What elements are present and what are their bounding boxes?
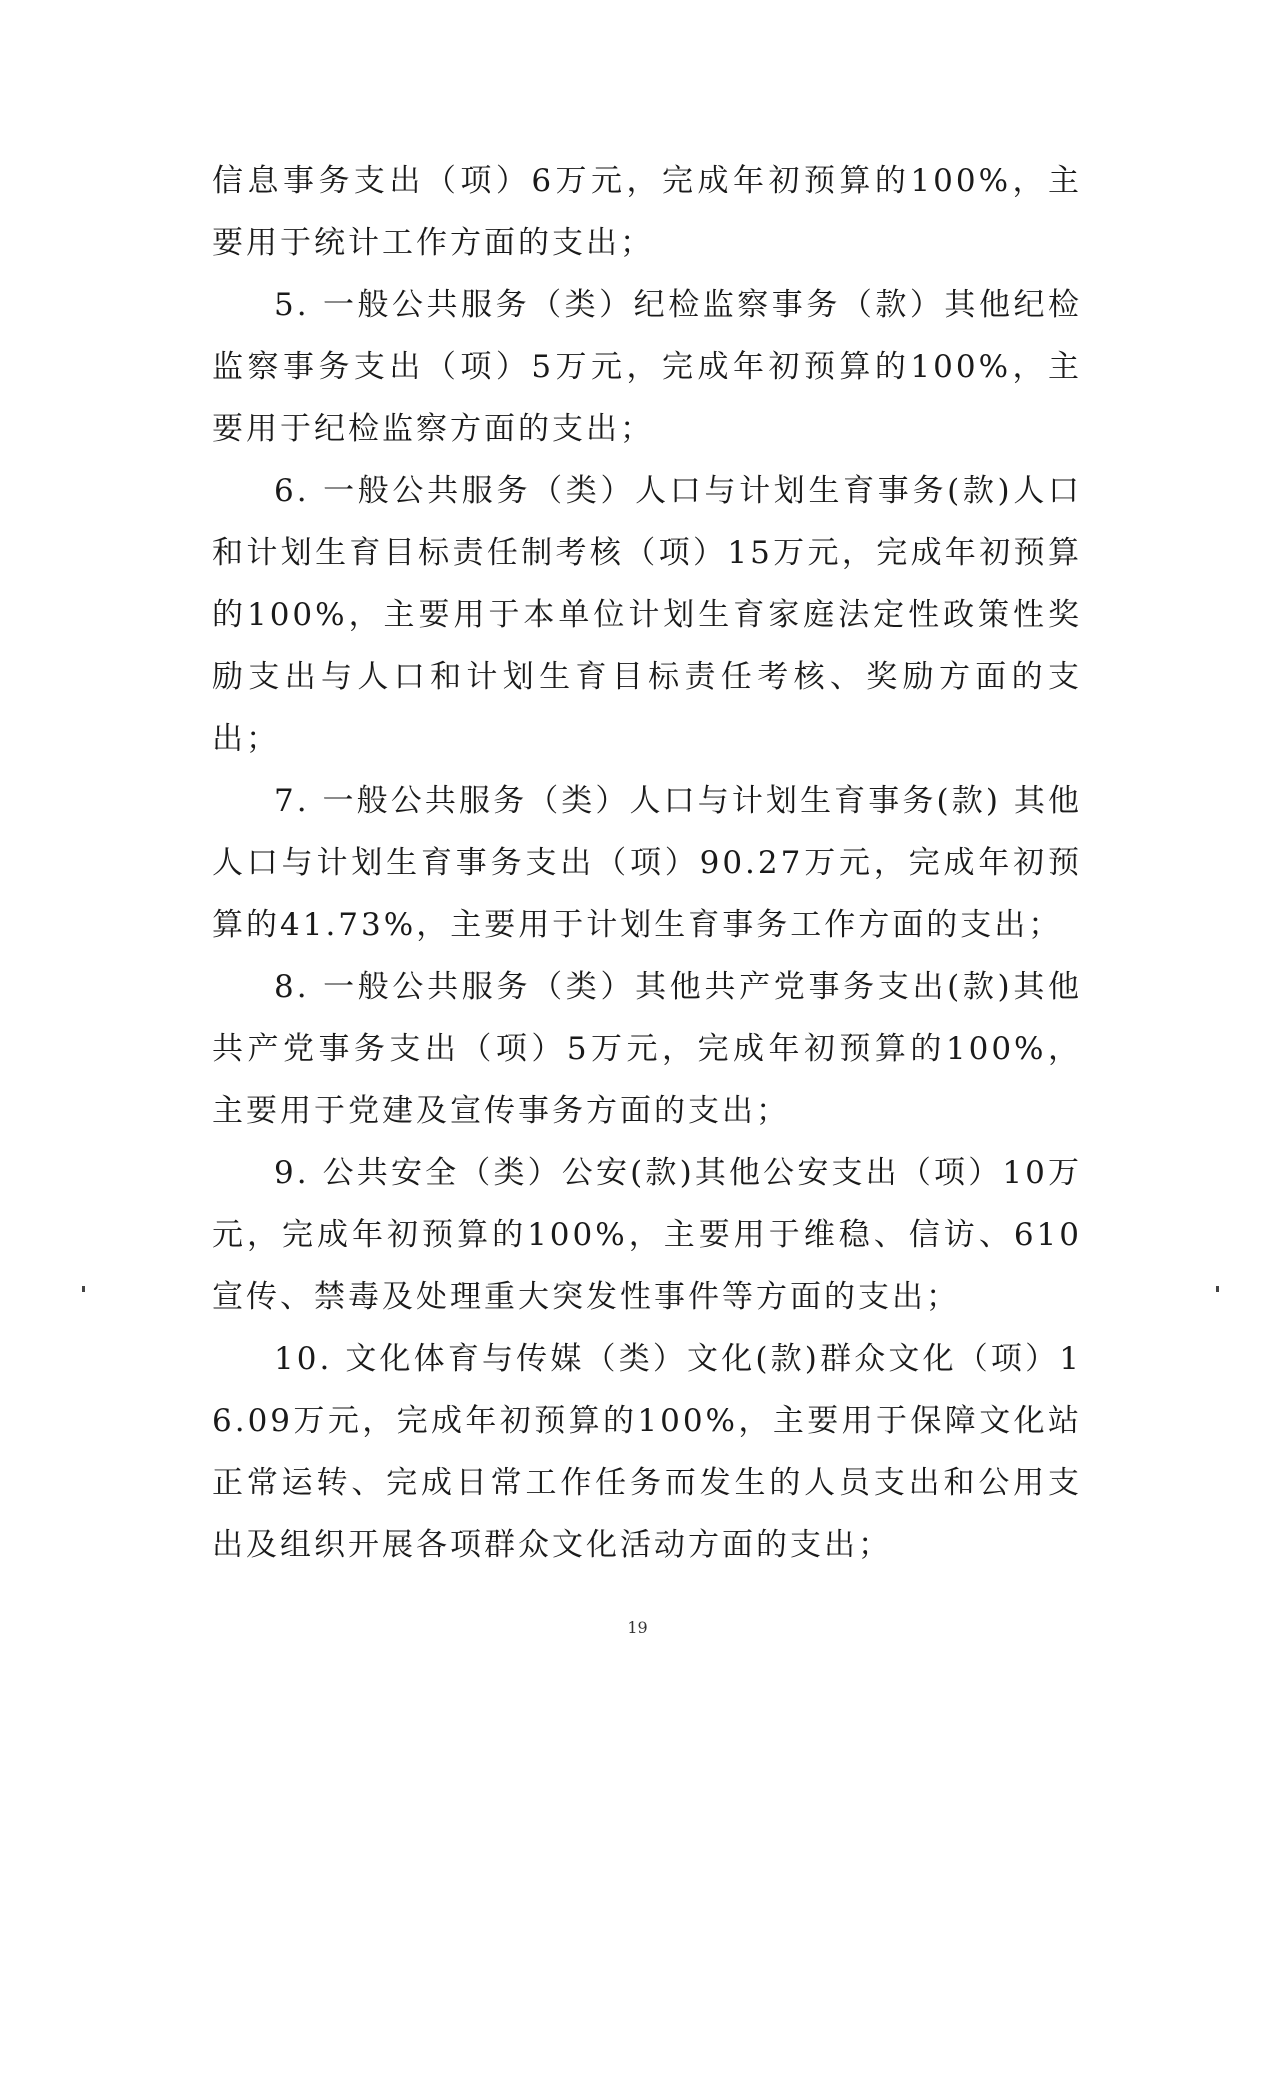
paragraph-item-9: 9. 公共安全（类）公安(款)其他公安支出（项）10万元，完成年初预算的100%，主要用于维稳、信访、610宣传、禁毒及处理重大突发性事件等方面的支出； [212,1155,1082,1315]
paragraph-item-10: 10. 文化体育与传媒（类）文化(款)群众文化（项）16.09万元，完成年初预算的100%，主要用于保障文化站正常运转、完成日常工作任务而发生的人员支出和公用支出及组织开展各项群众文化活动方面的支出； [212,1341,1082,1563]
paragraph-item-5: 5. 一般公共服务（类）纪检监察事务（款）其他纪检监察事务支出（项）5万元，完成年初预算的100%，主要用于纪检监察方面的支出； [212,287,1082,447]
paragraph-item-6: 6. 一般公共服务（类）人口与计划生育事务(款)人口和计划生育目标责任制考核（项）15万元，完成年初预算的100%，主要用于本单位计划生育家庭法定性政策性奖励支出与人口和计划生育目标责任考核、奖励方面的支出； [212,473,1082,757]
left-margin-mark [82,1286,85,1292]
paragraph-item-8: 8. 一般公共服务（类）其他共产党事务支出(款)其他共产党事务支出（项）5万元，完成年初预算的100%，主要用于党建及宣传事务方面的支出； [212,969,1082,1129]
right-margin-mark [1216,1286,1219,1292]
page-number: 19 [627,1618,648,1637]
paragraph-item-7: 7. 一般公共服务（类）人口与计划生育事务(款) 其他人口与计划生育事务支出（项）90.27万元，完成年初预算的41.73%，主要用于计划生育事务工作方面的支出； [212,783,1082,943]
body-text [212,150,1082,1576]
paragraph-continuation: 信息事务支出（项）6万元，完成年初预算的100%，主要用于统计工作方面的支出； [212,163,1082,261]
